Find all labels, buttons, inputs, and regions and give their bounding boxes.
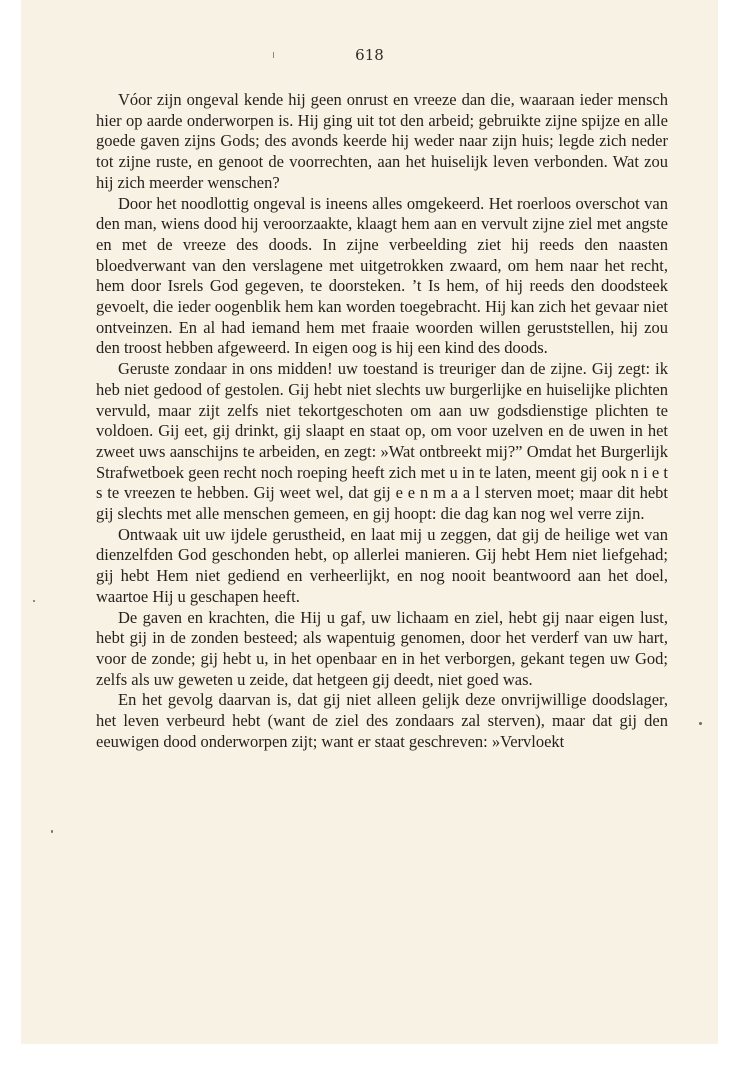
- page-number: 618: [355, 46, 384, 64]
- paragraph-3: Geruste zondaar in ons midden! uw toestand is treuriger dan de zijne. Gij zegt: ik heb niet gedood of gestolen. Gij hebt niet slechts uw burgerlijke en huiselijke plichten vervuld, maar zijt zelfs niet tekortgeschoten om aan uw godsdienstige plichten te voldoen. Gij eet, gij drinkt, gij slaapt en staat op, om voor uzelven en de uwen in het zweet uws aanschijns te arbeiden, en zegt: »Wat ontbreekt mij?” Omdat het Burgerlijk Strafwetboek geen recht noch roeping heeft zich met u in te laten, meent gij ook n i e t s te vreezen te hebben. Gij weet wel, dat gij e e n m a a l sterven moet; maar dit hebt gij slechts met alle menschen gemeen, en gij hoopt: die dag kan nog wel verre zijn.: [96, 359, 668, 524]
- scan-speck: [699, 722, 702, 725]
- paragraph-5: De gaven en krachten, die Hij u gaf, uw lichaam en ziel, hebt gij naar eigen lust, hebt gij in de zonden besteed; als wapentuig genomen, door het verderf van uw hart, voor de zonde; gij hebt u, in het openbaar en in het verborgen, gekant tegen uw God; zelfs als uw geweten u zeide, dat hetgeen gij deedt, niet goed was.: [96, 607, 668, 689]
- scan-speck: [33, 600, 35, 602]
- paragraph-6: En het gevolg daarvan is, dat gij niet alleen gelijk deze onvrijwillige doodslager, het leven verbeurd hebt (want de ziel des zondaars zal sterven), maar dat gij den eeuwigen dood onderworpen zijt; want er staat geschreven: »Vervloekt: [96, 690, 668, 751]
- paragraph-1: Vóor zijn ongeval kende hij geen onrust en vreeze dan die, waaraan ieder mensch hier op aarde onderworpen is. Hij ging uit tot den arbeid; gebruikte zijne spijze en alle goede gaven zijns Gods; des avonds keerde hij weder naar zijn huis; legde zich neder tot zijne ruste, en genoot de voorrechten, aan het huiselijk leven verbonden. Wat zou hij zich meerder wenschen?: [96, 90, 668, 192]
- scan-speck: [51, 830, 53, 833]
- scanned-page: [21, 0, 718, 1044]
- paragraph-2: Door het noodlottig ongeval is ineens alles omgekeerd. Het roerloos overschot van den man, wiens dood hij veroorzaakte, klaagt hem aan en vervult zijne ziel met angste en met de vreeze des doods. In zijne verbeelding ziet hij reeds den naasten bloedverwant van den verslagene met uitgetrokken zwaard, om hem naar het recht, hem door Isrels God gegeven, te doorsteken. ’t Is hem, of hij reeds den doodsteek gevoelt, die ieder oogenblik hem kan worden toegebracht. Hij kan zich het gevaar niet ontveinzen. En al had iemand hem met fraaie woorden willen geruststellen, hij zou den troost hebben afgeweerd. In eigen oog is hij een kind des doods.: [96, 193, 668, 358]
- paragraph-4: Ontwaak uit uw ijdele gerustheid, en laat mij u zeggen, dat gij de heilige wet van dienzelfden God geschonden hebt, op allerlei manieren. Gij hebt Hem niet liefgehad; gij hebt Hem niet gediend en verheerlijkt, en nog nooit beantwoord aan het doel, waartoe Hij u geschapen heeft.: [96, 524, 668, 606]
- page-body: [96, 90, 668, 753]
